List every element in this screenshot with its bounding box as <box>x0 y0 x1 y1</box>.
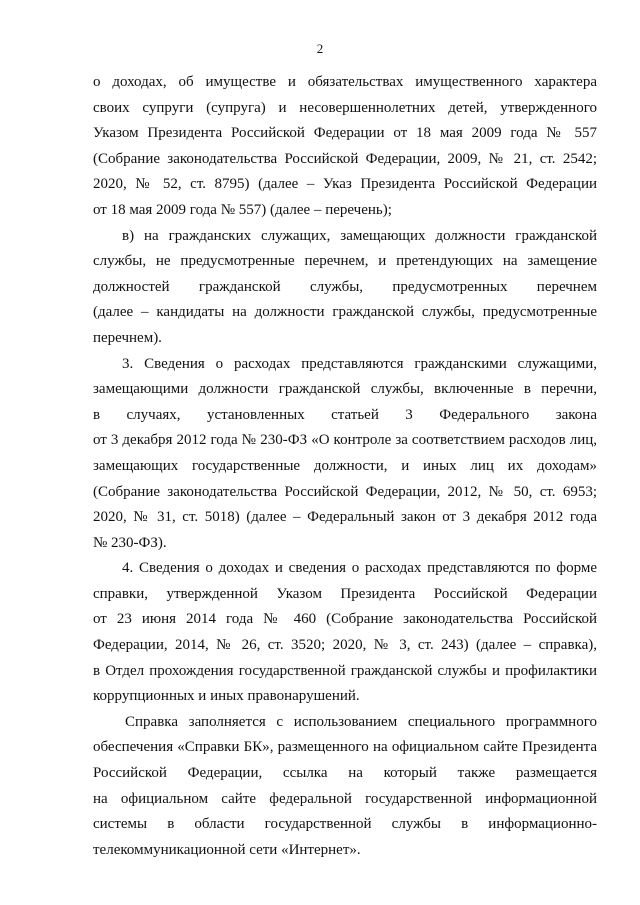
paragraph-5 <box>93 710 597 864</box>
text-line: в) на гражданских служащих, замещающих должности гражданской <box>122 227 597 244</box>
text-line: 2020, № 52, ст. 8795) (далее – Указ Президента Российской Федерации <box>93 176 597 193</box>
text-line: в случаях, установленных статьей 3 Федерального закона <box>93 406 597 423</box>
text-line: от 23 июня 2014 года № 460 (Собрание законодательства Российской <box>93 611 597 628</box>
text-line: (Собрание законодательства Российской Федерации, 2012, № 50, ст. 6953; <box>93 483 597 500</box>
text-line: перечнем). <box>93 329 162 346</box>
text-line: системы в области государственной службы в информационно- <box>93 816 597 833</box>
text-line: 4. Сведения о доходах и сведения о расходах представляются по форме <box>122 560 597 577</box>
text-line: справки, утвержденной Указом Президента Российской Федерации <box>93 585 597 602</box>
text-line: № 230-ФЗ). <box>93 534 167 551</box>
text-line: должностей гражданской службы, предусмотренных перечнем <box>93 278 597 295</box>
text-line: замещающими должности гражданской службы, включенные в перечни, <box>93 381 597 398</box>
text-line: Федерации, 2014, № 26, ст. 3520; 2020, № 3, ст. 243) (далее – справка), <box>93 637 597 654</box>
text-line: 3. Сведения о расходах представляются гражданскими служащими, <box>122 355 597 372</box>
text-line: (далее – кандидаты на должности гражданской службы, предусмотренные <box>93 304 597 321</box>
text-line: на официальном сайте федеральной государственной информационной <box>93 790 597 807</box>
text-line: Указом Президента Российской Федерации от 18 мая 2009 года № 557 <box>93 125 597 142</box>
text-line: в Отдел прохождения государственной гражданской службы и профилактики <box>93 662 597 679</box>
text-line: о доходах, об имуществе и обязательствах имущественного характера <box>93 74 597 90</box>
text-line: Справка заполняется с использованием специального программного <box>125 713 597 730</box>
text-line: обеспечения «Справки БК», размещенного на официальном сайте Президента <box>93 739 597 756</box>
text-line: (Собрание законодательства Российской Федерации, 2009, № 21, ст. 2542; <box>93 150 597 167</box>
text-line: Российской Федерации, ссылка на который также размещается <box>93 765 597 782</box>
body-text <box>93 70 597 863</box>
text-line: 2020, № 31, ст. 5018) (далее – Федеральный закон от 3 декабря 2012 года <box>93 509 597 526</box>
text-line: от 3 декабря 2012 года № 230-ФЗ «О контроле за соответствием расходов лиц, <box>93 432 597 449</box>
text-line: телекоммуникационной сети «Интернет». <box>93 841 361 858</box>
page-number: 2 <box>316 41 324 56</box>
paragraph-3 <box>93 352 597 557</box>
paragraph-4 <box>93 556 597 710</box>
paragraph-1 <box>93 70 597 224</box>
text-line: коррупционных и иных правонарушений. <box>93 688 360 705</box>
paragraph-2 <box>93 224 597 352</box>
text-line: службы, не предусмотренные перечнем, и претендующих на замещение <box>93 253 597 270</box>
text-line: своих супруги (супруга) и несовершеннолетних детей, утвержденного <box>93 99 597 116</box>
text-line: от 18 мая 2009 года № 557) (далее – перечень); <box>93 201 392 218</box>
text-line: замещающих государственные должности, и иных лиц их доходам» <box>93 457 597 474</box>
